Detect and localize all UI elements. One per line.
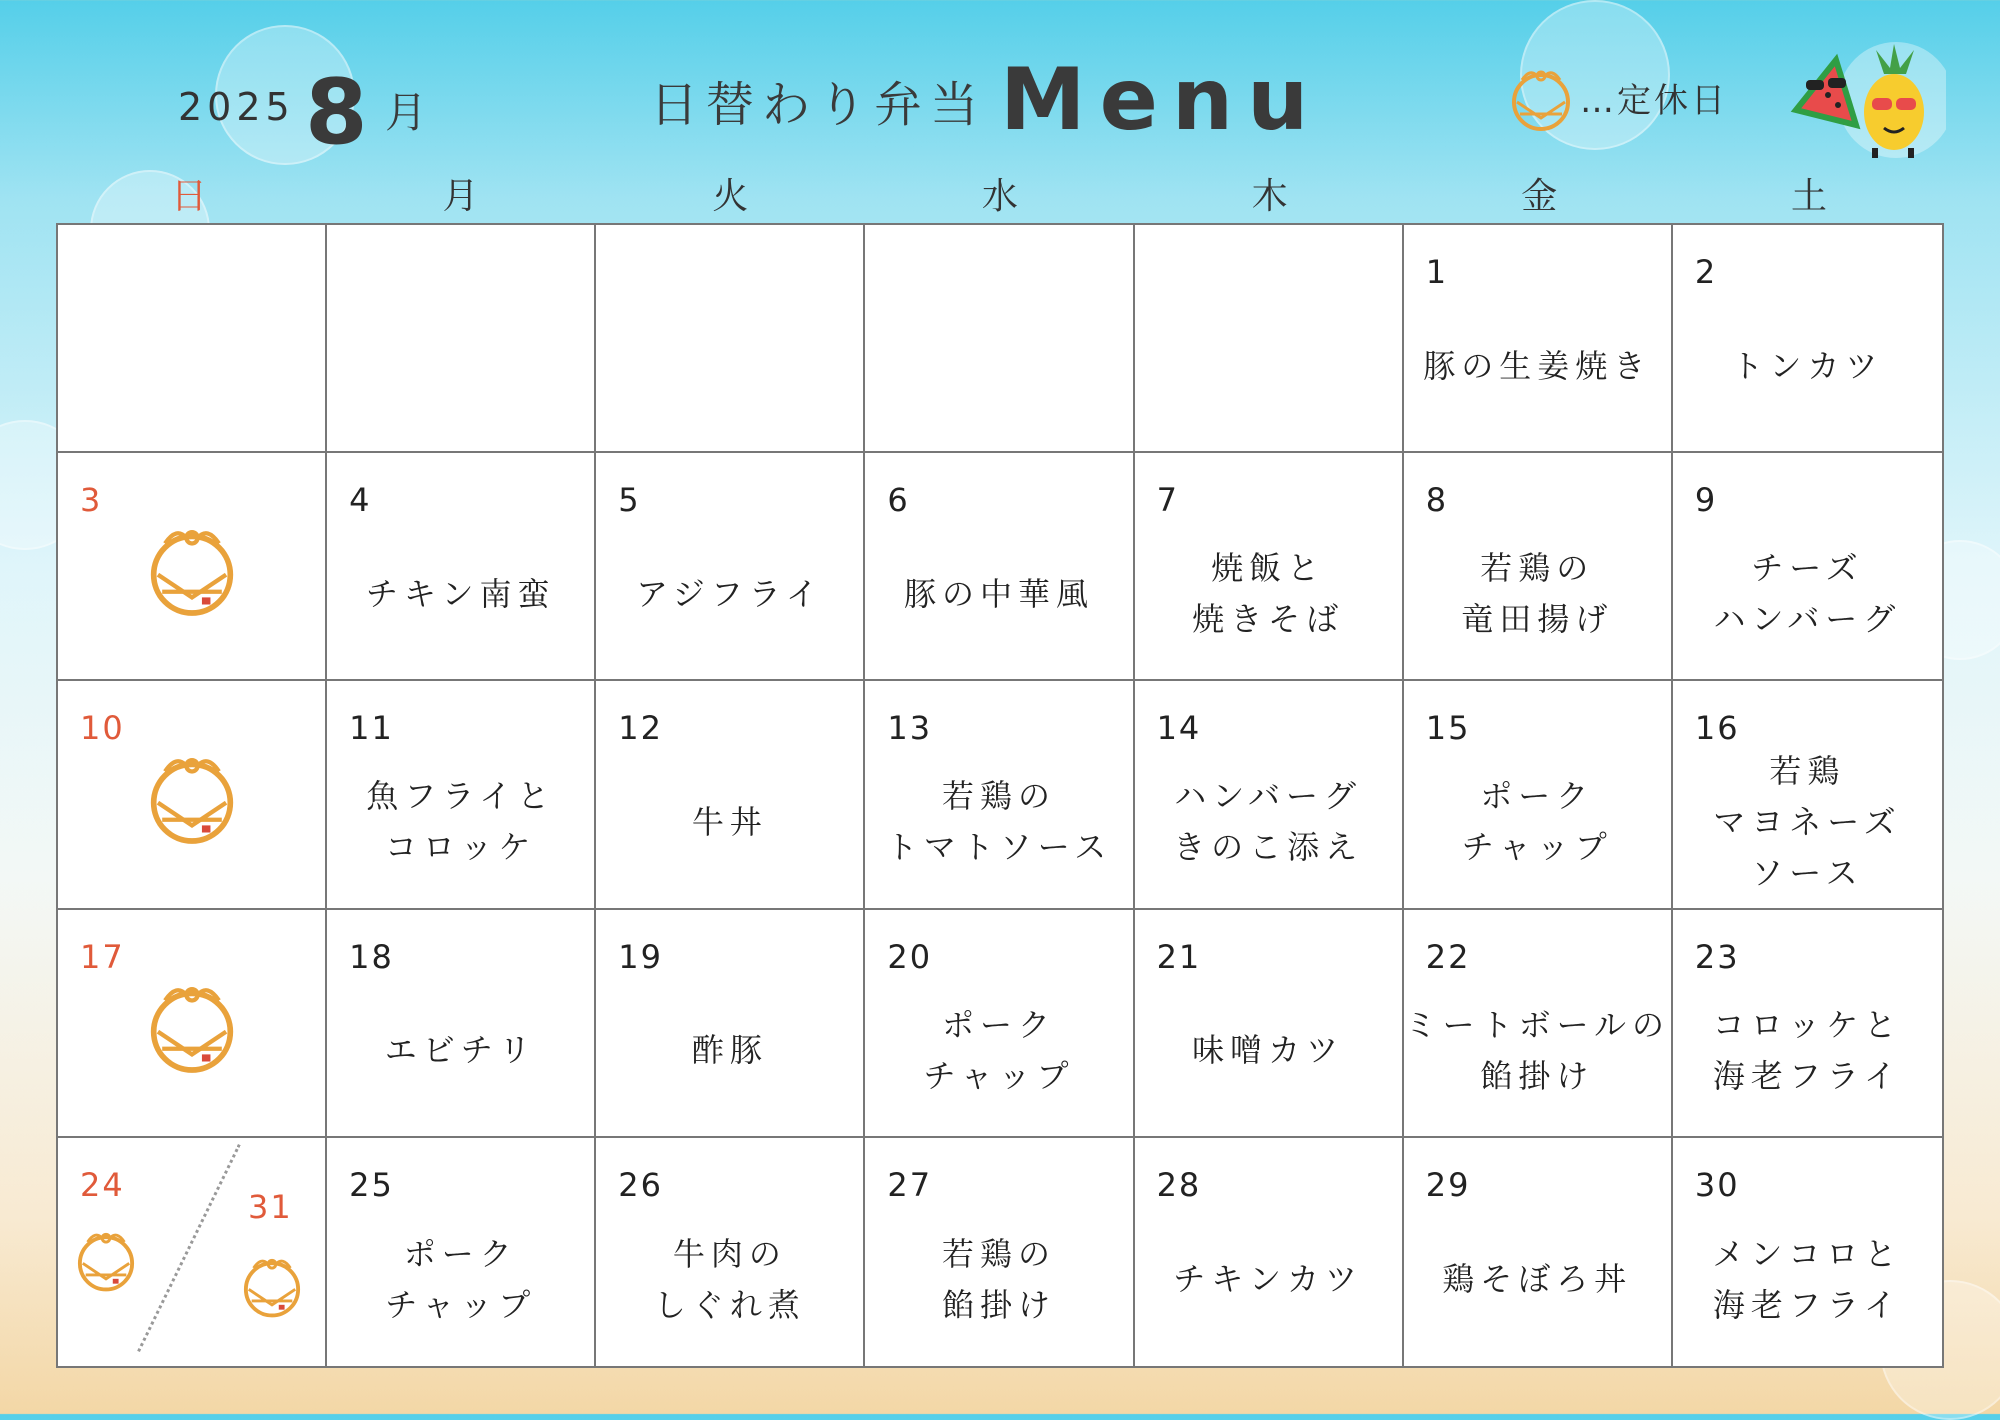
closed-day-cell (58, 453, 327, 681)
legend-label: …定休日 (1580, 80, 1728, 121)
calendar-grid (56, 223, 1944, 1368)
closed-day-cell (58, 1138, 327, 1366)
weekday-label: 水 (981, 176, 1018, 217)
date-number: 19 (618, 937, 663, 976)
month-number: 8 (305, 60, 368, 165)
menu-item: チーズ ハンバーグ (1713, 549, 1902, 639)
date-number: 17 (80, 937, 125, 976)
date-number: 23 (1694, 937, 1740, 976)
day-cell (596, 453, 865, 681)
menu-item: アジフライ (635, 574, 824, 613)
bento-bag-icon (242, 1250, 302, 1319)
day-cell (596, 1138, 865, 1366)
menu-item: 酢豚 (691, 1031, 768, 1070)
menu-item: メンコロと 海老フライ (1712, 1234, 1903, 1324)
date-number: 24 (80, 1165, 125, 1204)
day-cell (1404, 453, 1673, 681)
bento-bag-icon (148, 974, 236, 1075)
day-cell (865, 910, 1134, 1138)
date-number: 2 (1694, 253, 1718, 291)
day-cell (1135, 910, 1404, 1138)
day-cell (1404, 1138, 1673, 1366)
menu-item: ポーク チャップ (385, 1234, 537, 1324)
date-number: 21 (1156, 937, 1202, 976)
date-number: 27 (887, 1165, 933, 1204)
menu-item: 牛丼 (691, 802, 768, 841)
menu-item: ミートボールの 餡掛け (1404, 1005, 1670, 1095)
date-number: 12 (618, 709, 663, 748)
day-cell (1404, 910, 1673, 1138)
bento-bag-icon (1510, 62, 1572, 132)
date-number: 9 (1694, 481, 1718, 520)
weekday-label: 火 (712, 176, 749, 217)
day-cell (1673, 225, 1942, 453)
date-number: 13 (887, 709, 933, 748)
date-number: 14 (1156, 709, 1202, 748)
menu-item: 豚の中華風 (903, 574, 1094, 613)
date-number: 18 (349, 937, 394, 976)
day-cell (327, 453, 596, 681)
menu-item: 味噌カツ (1192, 1031, 1345, 1070)
closed-day-marker (242, 1250, 302, 1323)
page-title-en: Menu (1000, 50, 1323, 150)
day-cell (1404, 681, 1673, 909)
day-cell (58, 225, 327, 453)
weekday-label: 金 (1521, 176, 1558, 217)
menu-item: ハンバーグ きのこ添え (1173, 777, 1364, 867)
date-number: 5 (618, 481, 641, 520)
date-number: 20 (887, 937, 933, 976)
day-cell (1135, 453, 1404, 681)
date-number: 25 (349, 1165, 394, 1204)
closed-day-marker (76, 1224, 136, 1297)
menu-item: 焼飯と 焼きそば (1192, 549, 1345, 639)
day-cell (865, 1138, 1134, 1366)
page-title: 日替わり弁当 (650, 77, 987, 133)
date-number: 30 (1694, 1165, 1740, 1204)
date-number: 4 (349, 481, 372, 520)
day-cell (865, 681, 1134, 909)
date-number: 26 (618, 1165, 663, 1204)
menu-item: チキンカツ (1173, 1260, 1363, 1299)
day-cell (865, 225, 1134, 453)
menu-item: 魚フライと コロッケ (366, 777, 556, 867)
closed-day-marker (148, 745, 236, 850)
weekday-label: 木 (1251, 176, 1288, 217)
day-cell (1673, 681, 1942, 909)
menu-item: コロッケと 海老フライ (1712, 1005, 1903, 1095)
closed-day-cell (58, 910, 327, 1138)
year-label: 2025 (178, 85, 295, 129)
date-number: 11 (349, 709, 394, 748)
month-kanji: 月 (385, 88, 428, 137)
day-cell (327, 681, 596, 909)
date-number: 8 (1425, 481, 1449, 520)
day-cell (327, 225, 596, 453)
day-cell (327, 910, 596, 1138)
day-cell (1135, 1138, 1404, 1366)
menu-item: 若鶏の 竜田揚げ (1461, 549, 1614, 639)
menu-item: ポーク チャップ (1461, 777, 1613, 867)
closed-day-legend (1510, 62, 1728, 132)
date-number: 28 (1156, 1165, 1202, 1204)
date-number: 10 (80, 709, 125, 748)
day-cell (327, 1138, 596, 1366)
day-cell (596, 910, 865, 1138)
menu-item: 若鶏 マヨネーズ ソース (1713, 751, 1902, 893)
menu-item: 牛肉の しぐれ煮 (653, 1234, 806, 1324)
day-cell (1404, 225, 1673, 453)
date-number: 31 (248, 1187, 293, 1226)
menu-item: 鶏そぼろ丼 (1442, 1260, 1633, 1299)
fruit-mascot-icon (1776, 40, 1946, 160)
menu-item: 豚の生姜焼き (1423, 346, 1652, 385)
menu-item: チキン南蛮 (365, 574, 556, 613)
menu-item: ポーク チャップ (923, 1005, 1075, 1095)
weekday-header (56, 168, 1944, 218)
bento-bag-icon (76, 1224, 136, 1293)
weekday-label: 土 (1790, 176, 1827, 217)
day-cell (1673, 910, 1942, 1138)
split-divider (137, 1144, 242, 1353)
closed-day-cell (58, 681, 327, 909)
menu-item: 若鶏の トマトソース (885, 777, 1113, 867)
menu-item: 若鶏の 餡掛け (941, 1234, 1056, 1324)
day-cell (596, 681, 865, 909)
weekday-label: 月 (442, 176, 479, 217)
bento-bag-icon (148, 517, 236, 618)
date-number: 3 (80, 481, 103, 520)
day-cell (1135, 225, 1404, 453)
bento-bag-icon (148, 745, 236, 846)
day-cell (865, 453, 1134, 681)
closed-day-marker (148, 517, 236, 622)
day-cell (596, 225, 865, 453)
closed-day-marker (148, 974, 236, 1079)
menu-item: エビチリ (384, 1031, 537, 1070)
day-cell (1135, 681, 1404, 909)
date-number: 29 (1425, 1165, 1471, 1204)
date-number: 7 (1156, 481, 1179, 520)
date-number: 16 (1694, 709, 1740, 748)
day-cell (1673, 1138, 1942, 1366)
menu-item: トンカツ (1731, 346, 1884, 385)
date-number: 6 (887, 481, 910, 520)
date-number: 1 (1425, 253, 1449, 291)
date-number: 22 (1425, 937, 1471, 976)
weekday-label: 日 (171, 176, 208, 217)
day-cell (1673, 453, 1942, 681)
date-number: 15 (1425, 709, 1471, 748)
